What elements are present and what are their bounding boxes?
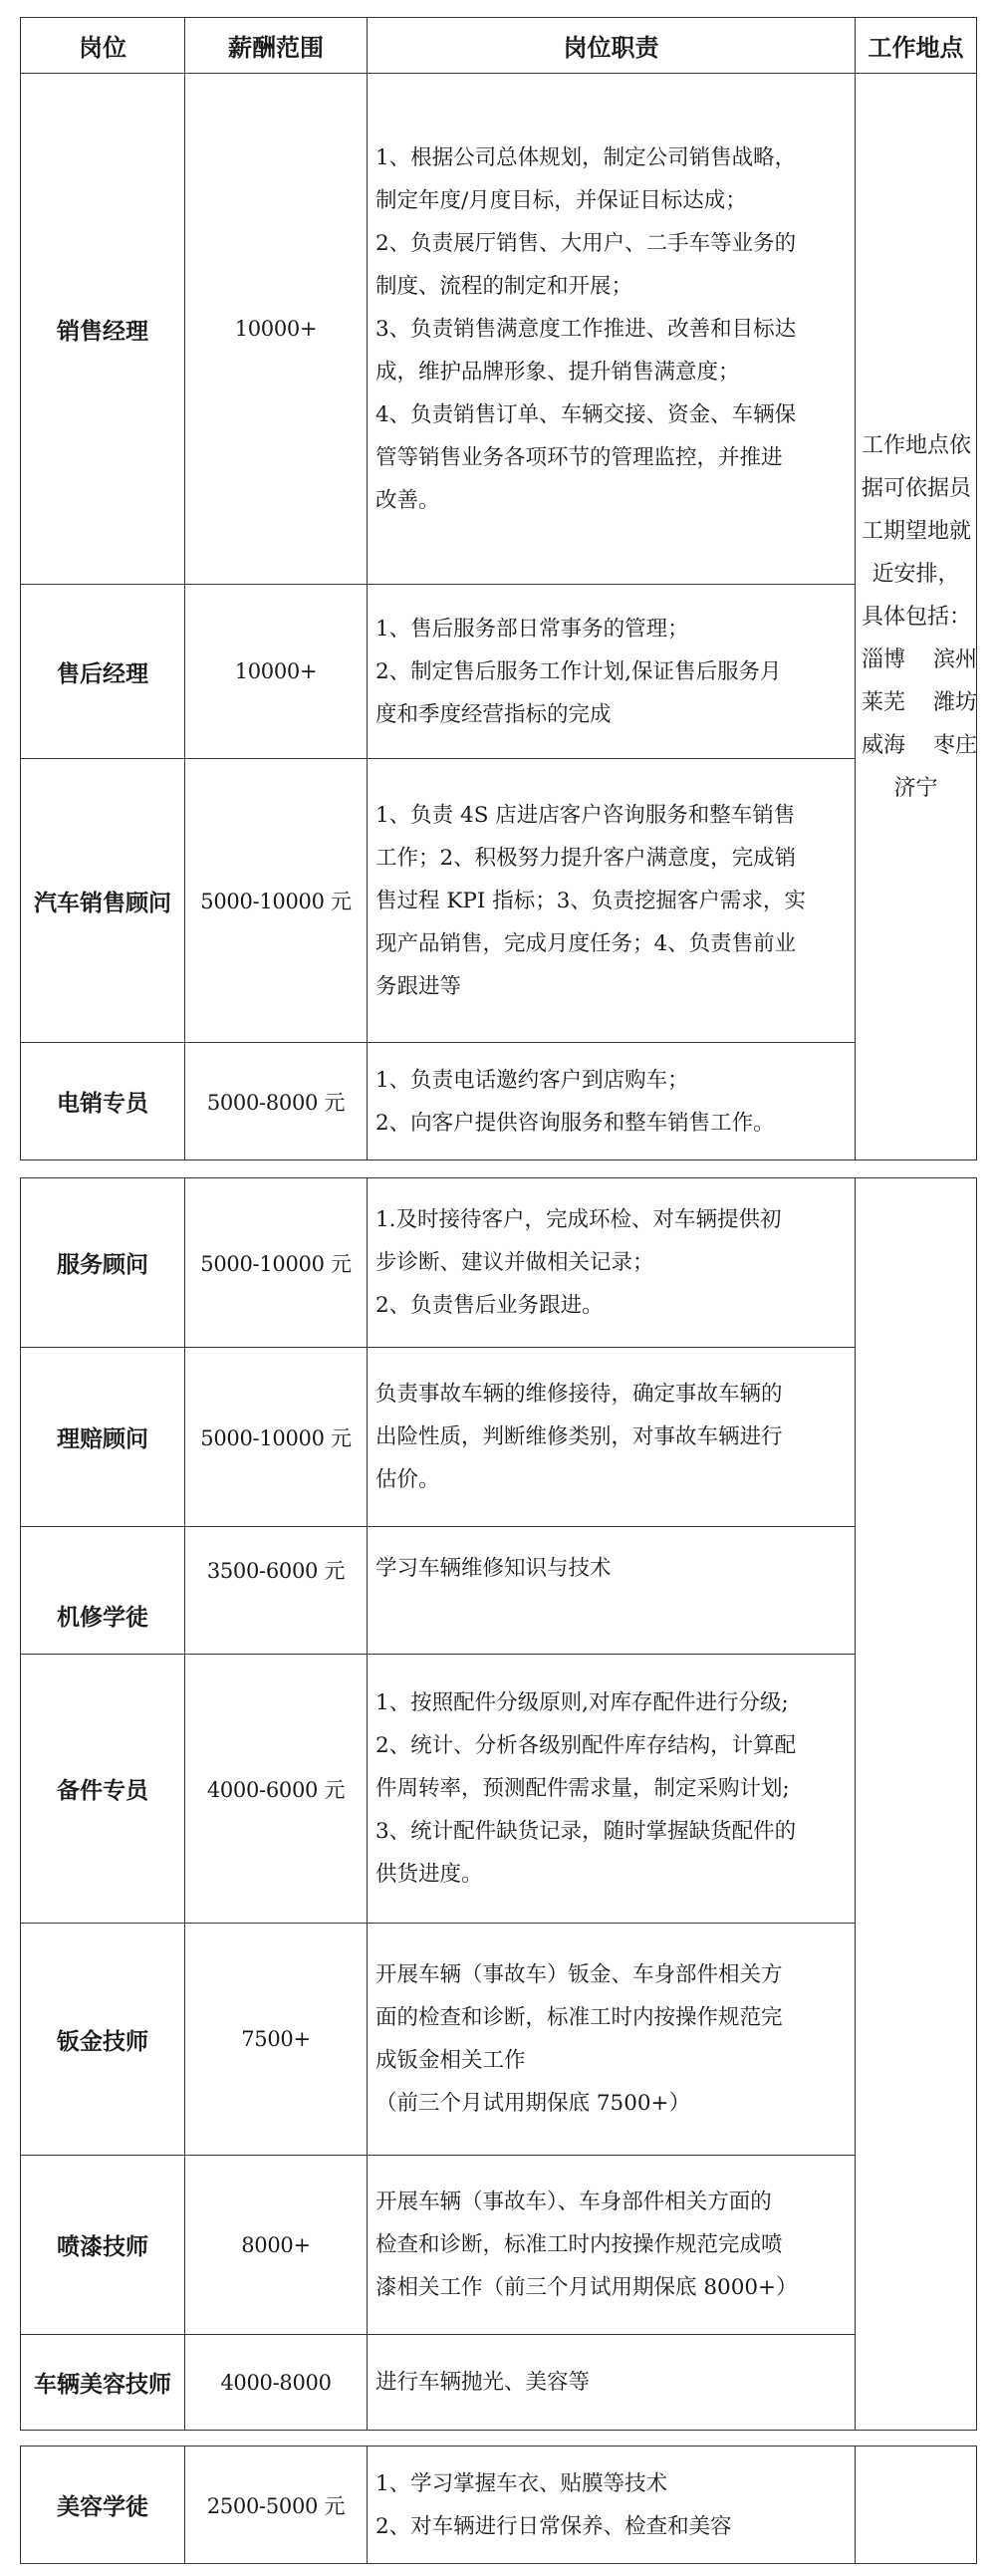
location-line: 工作地点依 xyxy=(862,432,972,458)
duty-line: 开展车辆（事故车）、车身部件相关方面的 xyxy=(375,2190,772,2214)
duty-line: （前三个月试用期保底 7500+） xyxy=(375,2091,691,2116)
location-line: 威海 枣庄 xyxy=(862,732,977,758)
duty-line: 1.及时接待客户，完成环检、对车辆提供初 xyxy=(375,1207,782,1232)
location-line: 据可依据员 xyxy=(862,475,972,501)
salary-cell: 4000-8000 xyxy=(185,2335,368,2431)
duty-line: 度和季度经营指标的完成 xyxy=(375,701,612,727)
table-row xyxy=(21,1043,977,1160)
table-header-row xyxy=(21,18,977,74)
duties-cell xyxy=(368,759,856,1043)
duty-line: 漆相关工作（前三个月试用期保底 8000+） xyxy=(375,2275,798,2300)
duty-line: 1、售后服务部日常事务的管理； xyxy=(375,616,689,642)
duties-cell xyxy=(368,2447,856,2564)
table-row xyxy=(21,1655,977,1924)
duty-line: 4、负责销售订单、车辆交接、资金、车辆保 xyxy=(375,401,797,427)
duty-line: 2、负责售后业务跟进。 xyxy=(375,1293,604,1318)
duty-line: 3、负责销售满意度工作推进、改善和目标达 xyxy=(375,316,797,342)
duty-line: 2、统计、分析各级别配件库存结构，计算配 xyxy=(375,1733,797,1758)
position-cell: 车辆美容技师 xyxy=(21,2335,185,2431)
job-table-2 xyxy=(20,1177,977,2431)
table-row xyxy=(21,2156,977,2335)
duty-line: 1、根据公司总体规划，制定公司销售战略， xyxy=(375,144,797,170)
duty-line: 开展车辆（事故车）钣金、车身部件相关方 xyxy=(375,1962,783,1987)
duties-cell xyxy=(368,74,856,585)
table-row xyxy=(21,1178,977,1348)
header-position: 岗位 xyxy=(21,18,185,74)
header-location: 工作地点 xyxy=(856,18,977,74)
duty-line: 成钣金相关工作 xyxy=(375,2048,526,2073)
duty-line: 检查和诊断，标准工时内按操作规范完成喷 xyxy=(375,2232,783,2257)
salary-cell: 10000+ xyxy=(185,585,368,759)
duty-line: 步诊断、建议并做相关记录； xyxy=(375,1250,654,1275)
duties-cell xyxy=(368,1178,856,1348)
duty-line: 售过程 KPI 指标；3、负责挖掘客户需求，实 xyxy=(375,888,806,913)
duty-line: 2、向客户提供咨询服务和整车销售工作。 xyxy=(375,1110,775,1136)
duty-line: 务跟进等 xyxy=(375,973,462,999)
table-row xyxy=(21,74,977,585)
salary-cell: 5000-8000 元 xyxy=(185,1043,368,1160)
salary-cell: 5000-10000 元 xyxy=(185,1348,368,1527)
position-cell: 服务顾问 xyxy=(21,1178,185,1348)
duty-line: 现产品销售，完成月度任务；4、负责售前业 xyxy=(375,930,797,956)
duty-line: 2、对车辆进行日常保养、检查和美容 xyxy=(375,2513,732,2539)
table-row xyxy=(21,1924,977,2156)
position-cell: 汽车销售顾问 xyxy=(21,759,185,1043)
position-cell: 销售经理 xyxy=(21,74,185,585)
duties-cell xyxy=(368,1043,856,1160)
position-cell: 机修学徒 xyxy=(21,1527,185,1655)
duty-line: 供货进度。 xyxy=(375,1862,483,1887)
duty-line: 1、学习掌握车衣、贴膜等技术 xyxy=(375,2470,668,2496)
location-line: 淄博 滨州 xyxy=(862,646,977,672)
duty-line: 面的检查和诊断，标准工时内按操作规范完 xyxy=(375,2005,783,2030)
duties-cell xyxy=(368,1527,856,1655)
job-table-1 xyxy=(20,17,977,1160)
table-row xyxy=(21,2335,977,2431)
location-blank-cell xyxy=(856,1178,977,2431)
duty-line: 2、负责展厅销售、大用户、二手车等业务的 xyxy=(375,230,797,256)
duty-line: 工作；2、积极努力提升客户满意度，完成销 xyxy=(375,845,797,871)
header-duties: 岗位职责 xyxy=(368,18,856,74)
duties-cell xyxy=(368,1655,856,1924)
location-line: 具体包括： xyxy=(862,604,972,630)
position-cell: 售后经理 xyxy=(21,585,185,759)
job-table-3 xyxy=(20,2446,977,2564)
duties-cell xyxy=(368,2335,856,2431)
salary-cell: 3500-6000 元 xyxy=(185,1527,368,1655)
duty-line: 管等销售业务各项环节的管理监控，并推进 xyxy=(375,444,783,470)
header-salary: 薪酬范围 xyxy=(185,18,368,74)
salary-cell: 10000+ xyxy=(185,74,368,585)
position-cell: 钣金技师 xyxy=(21,1924,185,2156)
duty-line: 3、统计配件缺货记录，随时掌握缺货配件的 xyxy=(375,1819,797,1844)
location-line: 工期望地就 xyxy=(862,518,972,544)
salary-cell: 2500-5000 元 xyxy=(185,2447,368,2564)
duty-line: 制度、流程的制定和开展； xyxy=(375,273,633,299)
salary-cell: 8000+ xyxy=(185,2156,368,2335)
salary-cell: 5000-10000 元 xyxy=(185,759,368,1043)
location-blank-cell xyxy=(856,2447,977,2564)
duty-line: 学习车辆维修知识与技术 xyxy=(375,1556,612,1581)
duty-line: 改善。 xyxy=(375,487,440,513)
duties-cell xyxy=(368,2156,856,2335)
position-cell: 理赔顾问 xyxy=(21,1348,185,1527)
duty-line: 1、负责电话邀约客户到店购车； xyxy=(375,1067,689,1093)
duty-line: 进行车辆抛光、美容等 xyxy=(375,2370,591,2395)
table-row xyxy=(21,1348,977,1527)
table-row xyxy=(21,759,977,1043)
position-cell: 电销专员 xyxy=(21,1043,185,1160)
duty-line: 估价。 xyxy=(375,1467,440,1492)
location-line: 莱芜 潍坊 xyxy=(862,689,977,715)
duty-line: 成，维护品牌形象、提升销售满意度； xyxy=(375,359,740,385)
table-row xyxy=(21,585,977,759)
duty-line: 负责事故车辆的维修接待，确定事故车辆的 xyxy=(375,1382,783,1407)
duty-line: 件周转率，预测配件需求量，制定采购计划; xyxy=(375,1776,790,1801)
duties-cell xyxy=(368,1924,856,2156)
duty-line: 1、负责 4S 店进店客户咨询服务和整车销售 xyxy=(375,802,796,828)
location-line: 近安排， xyxy=(872,561,960,587)
duty-line: 2、制定售后服务工作计划,保证售后服务月 xyxy=(375,658,782,684)
location-cell xyxy=(856,74,977,1160)
location-line: 济宁 xyxy=(893,775,938,801)
duty-line: 制定年度/月度目标，并保证目标达成； xyxy=(375,187,747,213)
salary-cell: 5000-10000 元 xyxy=(185,1178,368,1348)
table-row xyxy=(21,2447,977,2564)
duties-cell xyxy=(368,1348,856,1527)
salary-cell: 4000-6000 元 xyxy=(185,1655,368,1924)
duty-line: 出险性质，判断维修类别，对事故车辆进行 xyxy=(375,1424,783,1449)
position-cell: 喷漆技师 xyxy=(21,2156,185,2335)
duties-cell xyxy=(368,585,856,759)
table-row xyxy=(21,1527,977,1655)
position-cell: 备件专员 xyxy=(21,1655,185,1924)
position-cell: 美容学徒 xyxy=(21,2447,185,2564)
salary-cell: 7500+ xyxy=(185,1924,368,2156)
duty-line: 1、按照配件分级原则,对库存配件进行分级; xyxy=(375,1690,789,1715)
